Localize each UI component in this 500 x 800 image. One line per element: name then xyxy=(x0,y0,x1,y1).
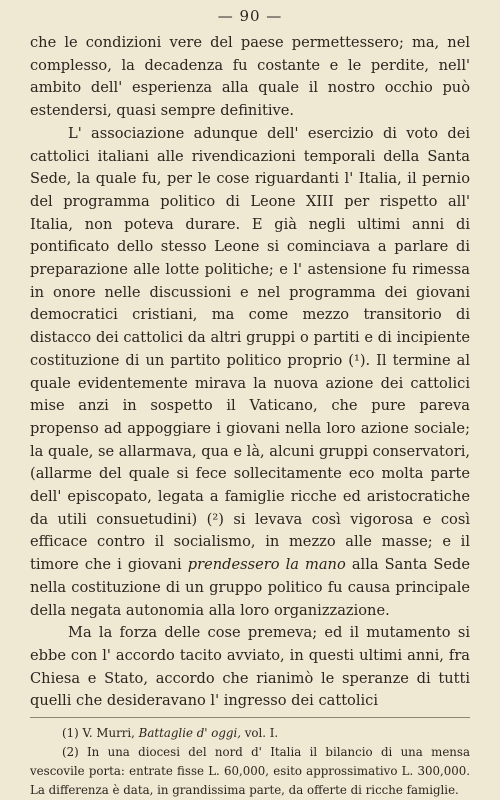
footnote-1-title: Battaglie d' oggi, xyxy=(138,726,241,741)
page-number: — 90 — xyxy=(217,7,283,25)
footnotes xyxy=(30,724,470,800)
paragraph-2-italic: prendessero la mano xyxy=(187,556,346,574)
footnote-1 xyxy=(30,724,470,743)
paragraph-2-text: L' associazione adunque dell' esercizio di voto dei cattolici italiani alle rivendicazioni temporali della Santa Sede, la quale fu, per le cose riguardanti l' Italia, il pernio del programma politico di Leone XIII per rispetto all' Italia, non poteva durare. E già negli ultimi anni di pontificato dello stesso Leone si cominciava a parlare di preparazione alle lotte politiche; e l' astensione fu rimessa in onore nelle discussioni e nel programma dei giovani democratici cristiani, ma come mezzo transitorio di distacco dei cattolici da altri gruppi o partiti e di incipiente costituzione di un partito politico proprio (¹). Il termine al quale evidentemente mirava la nuova azione dei cattolici mise anzi in sospetto il Vaticano, che pure pareva propenso ad appoggiare i giovani nella loro azione sociale; la quale, se allarmava, qua e là, alcuni gruppi conservatori, (allarme del quale si fece sollecitamente eco molta parte dell' episcopato, legata a famiglie ricche ed aristocratiche da utili consuetudini) (²) si levava così vigorosa e così efficace contro il socialismo, in mezzo alle masse; e il timore che i giovani xyxy=(30,124,470,574)
page-body xyxy=(30,32,470,713)
footnote-1-prefix: (1) V. Murri, xyxy=(62,726,135,741)
paragraph-2 xyxy=(30,123,470,622)
paragraph-2-tail: alla Santa Sede nella costituzione di un gruppo politico fu causa principale della negata autonomia alla loro organizzazione. xyxy=(30,556,471,619)
paragraph-1: che le condizioni vere del paese permettessero; ma, nel complesso, la decadenza fu costante e le perdite, nell' ambito dell' esperienza alla quale il nostro occhio può estendersi, quasi sempre definitive. xyxy=(30,34,470,120)
paragraph-3: Ma la forza delle cose premeva; ed il mutamento si ebbe con l' accordo tacito avviato, in questi ultimi anni, fra Chiesa e Stato, accordo che rianimò le speranze di tutti quelli che desideravano l' ingresso dei cattolici xyxy=(30,624,470,710)
footnote-1-suffix: vol. I. xyxy=(244,726,279,741)
footnote-2: (2) In una diocesi del nord d' Italia il bilancio di una mensa vescovile porta: entrate fisse L. 60,000, esito approssimativo L. 300,000. La differenza è data, in grandissima parte, da offerte di ricche famiglie. xyxy=(30,745,470,798)
footnote-separator xyxy=(30,717,470,718)
